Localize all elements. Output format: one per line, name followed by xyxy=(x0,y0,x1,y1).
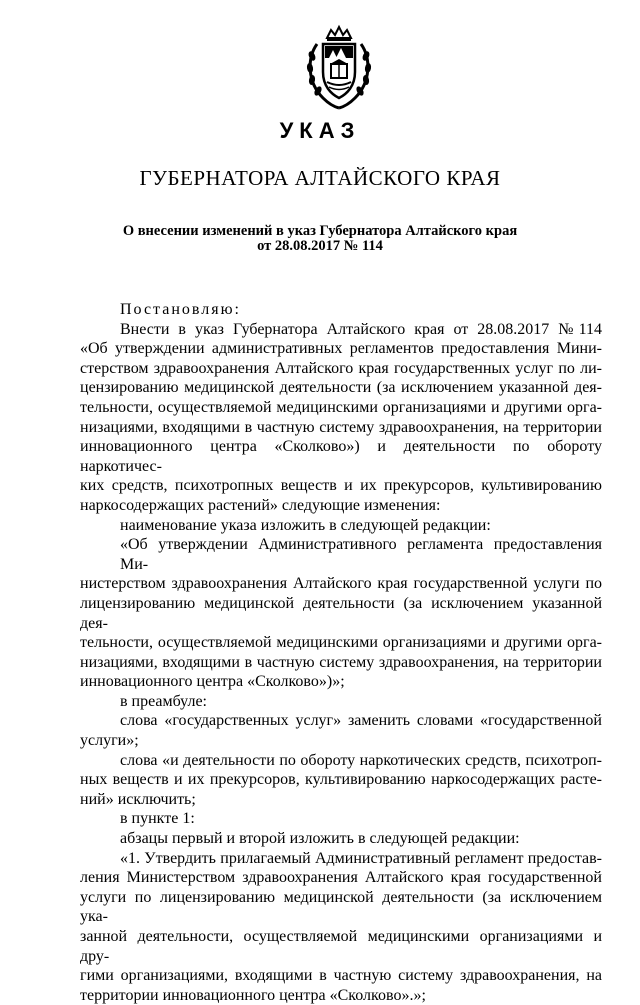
text-line: слова «государственных услуг» заменить словами «государственной xyxy=(120,712,602,730)
text-line: услуги»; xyxy=(80,732,139,750)
document-body xyxy=(80,300,602,1005)
document-issuer: ГУБЕРНАТОРА АЛТАЙСКОГО КРАЯ xyxy=(139,166,501,190)
paragraph-point-1: в пункте 1: xyxy=(120,810,195,828)
text-line: ких средств, психотропных веществ и их прекурсоров, культивированию xyxy=(80,477,602,495)
text-line: нистерством здравоохранения Алтайского края государственной услуги по xyxy=(80,575,602,593)
text-line: инновационного центра «Сколково») и деятельности по обороту наркотичес- xyxy=(80,438,602,475)
paragraph-preamble: в преамбуле: xyxy=(120,692,207,710)
paragraph-title-change: наименование указа изложить в следующей редакции: xyxy=(120,516,491,534)
text-line: низациями, входящими в частную систему здравоохранения, на территории xyxy=(80,653,602,671)
document-subject xyxy=(0,224,640,254)
text-line: «1. Утвердить прилагаемый Административный регламент предостав- xyxy=(120,849,602,867)
text-line: слова «и деятельности по обороту наркотических средств, психотроп- xyxy=(120,751,602,769)
text-line: инновационного центра «Сколково»)»; xyxy=(80,673,345,691)
text-line: лицензированию медицинской деятельности (за исключением указанной дея- xyxy=(80,594,602,632)
text-line: ных веществ и их прекурсоров, культивированию наркосодержащих расте- xyxy=(80,771,602,789)
paragraph-replace-words xyxy=(80,711,602,750)
text-line: занной деятельности, осуществляемой медицинскими организациями и дру- xyxy=(80,928,602,965)
text-line: Внести в указ Губернатора Алтайского края от 28.08.2017 №114 xyxy=(120,320,602,338)
paragraph-new-title xyxy=(80,535,602,692)
text-line: тельности, осуществляемой медицинскими организациями и другими орга- xyxy=(80,634,602,652)
coat-of-arms-emblem xyxy=(303,24,375,112)
text-line: гими организациями, входящими в частную систему здравоохранения, на xyxy=(80,967,602,985)
subject-line-1: О внесении изменений в указ Губернатора Алтайского края xyxy=(122,223,518,239)
text-line: тельности, осуществляемой медицинскими организациями и другими орга- xyxy=(80,398,602,416)
text-line: ления Министерством здравоохранения Алтайского края государственной xyxy=(80,869,602,887)
text-line: «Об утверждении административных регламентов предоставления Мини- xyxy=(80,340,602,358)
text-line: ний» исключить; xyxy=(80,790,196,808)
text-line: низациями, входящими в частную систему здравоохранения, на территории xyxy=(80,418,602,436)
subject-line-2: от 28.08.2017 № 114 xyxy=(257,238,383,254)
text-line: цензированию медицинской деятельности (за исключением указанной дея- xyxy=(80,379,602,397)
text-line: «Об утверждении Административного регламента предоставления Ми- xyxy=(120,536,602,573)
paragraph-amendment-intro xyxy=(80,320,602,516)
paragraph-approve-regulation xyxy=(80,849,602,1005)
document-type-title: УКАЗ xyxy=(279,118,361,143)
text-line: территории инновационного центра «Сколково».»; xyxy=(80,986,426,1004)
opening-word: Постановляю: xyxy=(120,301,241,318)
text-line: услуги по лицензированию медицинской деятельности (за исключением ука- xyxy=(80,888,602,926)
paragraph-subparagraphs: абзацы первый и второй изложить в следующей редакции: xyxy=(120,830,520,848)
text-line: наркосодержащих растений» следующие изменения: xyxy=(80,496,441,514)
text-line: стерством здравоохранения Алтайского края государственных услуг по ли- xyxy=(80,359,602,377)
paragraph-remove-words xyxy=(80,751,602,810)
